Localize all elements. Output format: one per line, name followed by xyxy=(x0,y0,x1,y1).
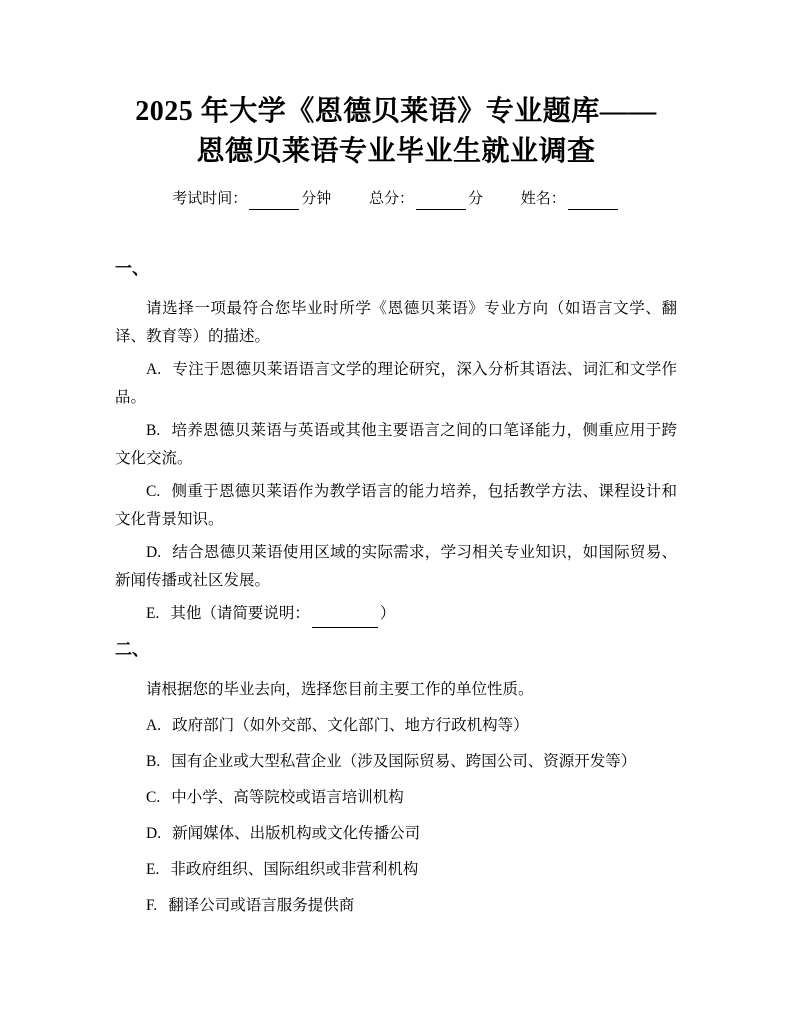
section-1 xyxy=(115,255,677,628)
option-text: 结合恩德贝莱语使用区域的实际需求，学习相关专业知识，如国际贸易、新闻传播或社区发展。 xyxy=(115,544,677,589)
section-2-option-b xyxy=(115,748,677,776)
section-1-option-b xyxy=(115,417,677,473)
section-2-option-e xyxy=(115,856,677,884)
section-1-option-a xyxy=(115,356,677,412)
option-letter: D. xyxy=(146,825,162,842)
option-text: 培养恩德贝莱语与英语或其他主要语言之间的口笔译能力，侧重应用于跨文化交流。 xyxy=(115,422,677,467)
option-text: 其他（请简要说明： xyxy=(170,605,310,622)
option-text: 非政府组织、国际组织或非营利机构 xyxy=(170,861,419,878)
section-2-option-a xyxy=(115,712,677,740)
option-letter: B. xyxy=(146,422,161,439)
option-text: 翻译公司或语言服务提供商 xyxy=(168,897,355,914)
section-1-option-e xyxy=(115,600,677,628)
exam-total-blank-line xyxy=(416,194,466,210)
section-2-option-c xyxy=(115,784,677,812)
exam-name-group xyxy=(521,188,620,210)
option-text: 新闻媒体、出版机构或文化传播公司 xyxy=(172,825,421,842)
option-letter: F. xyxy=(146,897,158,914)
title-line-1: 2025 年大学《恩德贝莱语》专业题库—— xyxy=(135,96,657,127)
option-text: 专注于恩德贝莱语语言文学的理论研究，深入分析其语法、词汇和文学作品。 xyxy=(115,361,677,406)
exam-total-label: 总分： xyxy=(368,191,414,207)
option-e-blank-line xyxy=(312,612,378,629)
option-letter: A. xyxy=(146,717,162,734)
option-letter: C. xyxy=(146,483,161,500)
section-2-option-d xyxy=(115,820,677,848)
title-line-2: 恩德贝莱语专业毕业生就业调查 xyxy=(196,136,596,167)
document-title xyxy=(115,92,677,172)
section-1-option-d xyxy=(115,539,677,595)
exam-time-group xyxy=(172,188,331,210)
section-2 xyxy=(115,636,677,920)
exam-time-unit: 分钟 xyxy=(301,191,332,207)
option-letter: E. xyxy=(146,605,160,622)
exam-time-blank-line xyxy=(249,194,299,210)
section-1-question: 请选择一项最符合您毕业时所学《恩德贝莱语》专业方向（如语言文学、翻译、教育等）的描述。 xyxy=(115,300,677,345)
exam-time-label: 考试时间： xyxy=(172,191,248,207)
option-text: 侧重于恩德贝莱语作为教学语言的能力培养，包括教学方法、课程设计和文化背景知识。 xyxy=(115,483,677,528)
section-1-option-c xyxy=(115,478,677,534)
section-2-question: 请根据您的毕业去向，选择您目前主要工作的单位性质。 xyxy=(146,681,534,698)
option-e-suffix: ） xyxy=(379,605,396,622)
option-letter: C. xyxy=(146,789,161,806)
exam-info-line xyxy=(115,188,677,210)
option-text: 政府部门（如外交部、文化部门、地方行政机构等） xyxy=(172,717,529,734)
option-letter: D. xyxy=(146,544,162,561)
option-text: 国有企业或大型私营企业（涉及国际贸易、跨国公司、资源开发等） xyxy=(171,753,637,770)
exam-name-label: 姓名： xyxy=(520,191,566,207)
exam-total-unit: 分 xyxy=(468,191,484,207)
exam-name-blank-line xyxy=(568,194,618,210)
section-1-header: 一、 xyxy=(115,259,149,278)
option-letter: A. xyxy=(146,361,162,378)
option-letter: B. xyxy=(146,753,161,770)
option-text: 中小学、高等院校或语言培训机构 xyxy=(171,789,404,806)
option-letter: E. xyxy=(146,861,160,878)
section-2-option-f xyxy=(115,892,677,920)
exam-total-group xyxy=(369,188,483,210)
section-2-header: 二、 xyxy=(115,640,149,659)
